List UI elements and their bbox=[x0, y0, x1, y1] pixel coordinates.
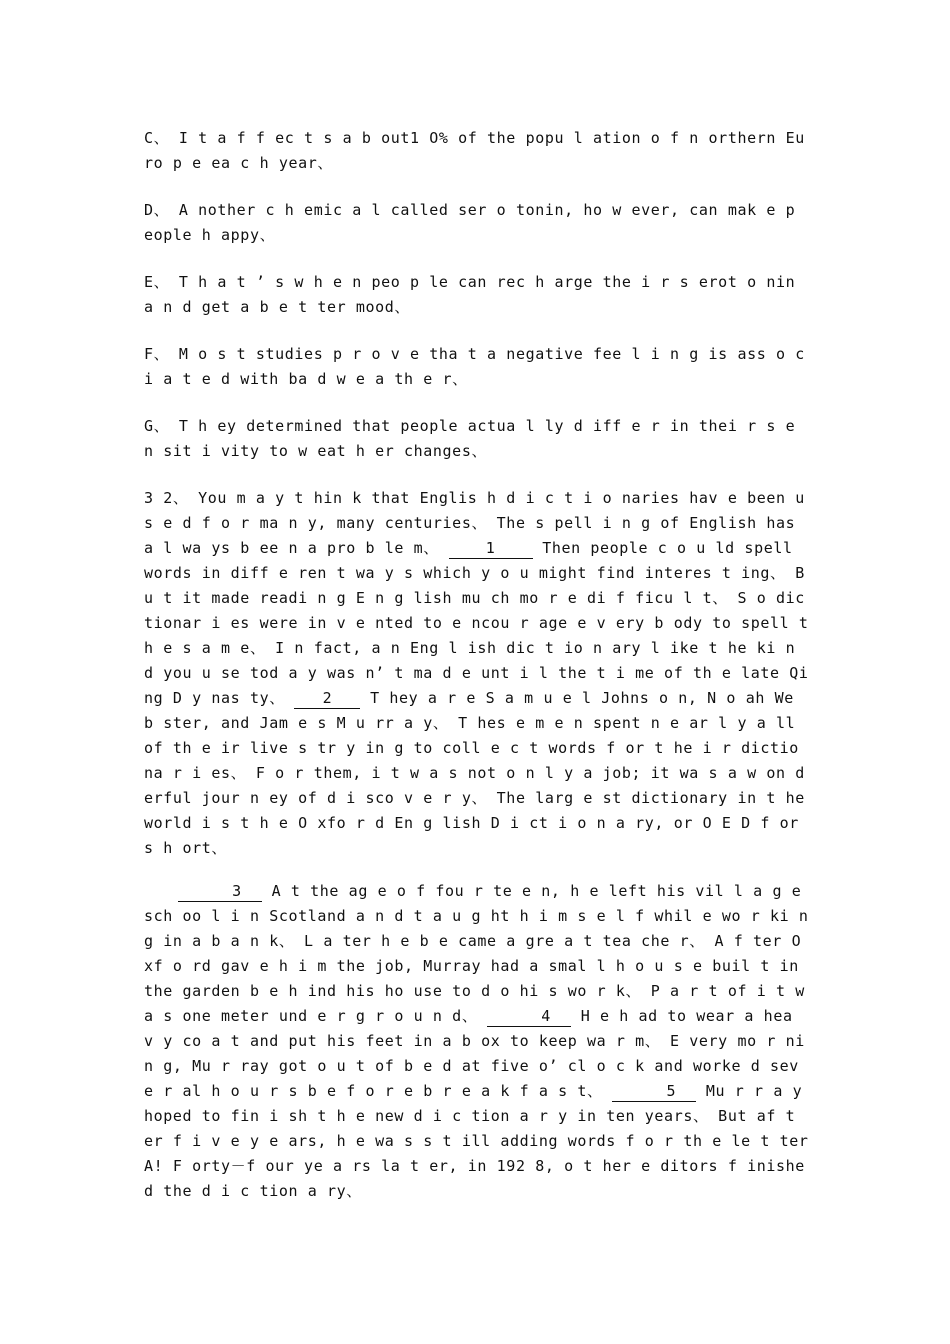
option-e: E、 T h a t ’ s w h e n peo p le can rec h arge the i r s erot o nin a n d get a b e t ter mood、 bbox=[144, 273, 796, 316]
question-32-text-part-3: T hey a r e S a m u e l Johns o n, N o ah We b ster, and Jam e s M u rr a y、 T hes e m e n spent n e ar l y a ll of th e ir live s tr y in g to coll e c t words f or t he i r dictio na r i es、 F o r them, i t w a s not o n l y a job; it wa s a w on d erful jour n ey of d i sco v e r y、 The larg e st dictionary in t he world i s t h e O xfo r d En g lish D i ct i o n a ry, or O E D f or s h ort、 bbox=[144, 689, 805, 857]
blank-4[interactable]: 4 bbox=[487, 1006, 571, 1027]
option-f: F、 M o s t studies p r o v e tha t a negative fee l i n g is ass o ci a t e d with ba d w e a th e r、 bbox=[144, 345, 805, 388]
blank-3[interactable]: 3 bbox=[178, 881, 262, 902]
murray-text-part-3: Mu r r a y hoped to fin i sh t h e new d i c tion a r y in ten years、 But af t er f i v e y e ars, h e wa s s t ill adding words f o r th e le t ter A! F orty－f our ye a rs la t er, in 192 8, o t her e ditors f inished the d i c tion a ry、 bbox=[144, 1082, 809, 1200]
option-g: G、 T h ey determined that people actua l ly d iff e r in thei r s e n sit i vity to w eat h er changes、 bbox=[144, 417, 796, 460]
blank-1[interactable]: 1 bbox=[449, 538, 533, 559]
document-page bbox=[144, 126, 810, 1222]
question-32-paragraph bbox=[144, 486, 810, 861]
option-d: D、 A nother c h emic a l called ser o tonin, ho w ever, can mak e p eople h appy、 bbox=[144, 201, 796, 244]
murray-text-part-1: A t the ag e o f fou r te e n, h e left his vil l a g e sch oo l i n Scotland a n d t a u g ht h i m s e l f whil e wo r ki n g in a b a n k、 L a ter h e b e came a gre a t tea che r、 A f ter O xf o rd gav e h i m the job, Murray had a smal l h o u s e buil t in the garden b e h ind his ho use to d o hi s wo r k、 P a r t of i t w a s one meter und e r g r o u n d、 bbox=[144, 882, 809, 1025]
murray-paragraph bbox=[144, 879, 810, 1204]
question-32-text-part-2: Then people c o u ld spell words in diff e ren t wa y s which y o u might find interes t ing、 B u t it made readi n g E n g lish mu ch mo r e di f ficu l t、 S o dictionar i es were in v e nted to e ncou r age e v ery b ody to spell t h e s a m e、 I n fact, a n Eng l ish dic t io n ary l ike t he ki n d you u se tod a y was n’ t ma d e unt i l the t i me of th e late Qing D y nas ty、 bbox=[144, 539, 809, 707]
option-c: C、 I t a f f ec t s a b out1 O% of the popu l ation o f n orthern Euro p e ea c h year、 bbox=[144, 129, 805, 172]
question-32-text-part-1: 3 2、 You m a y t hin k that Englis h d i c t i o naries hav e been us e d f o r ma n y, many centuries、 The s pell i n g of English has a l wa ys b ee n a pro b le m、 bbox=[144, 489, 805, 557]
blank-5[interactable]: 5 bbox=[612, 1081, 696, 1102]
murray-text-part-2: H e h ad to wear a hea v y co a t and put his feet in a b ox to keep wa r m、 E very mo r ni n g, Mu r ray got o u t of b e d at five o’ cl o c k and worke d sev e r al h o u r s b e f o r e b r e a k f a s t、 bbox=[144, 1007, 805, 1100]
blank-2[interactable]: 2 bbox=[294, 688, 360, 709]
